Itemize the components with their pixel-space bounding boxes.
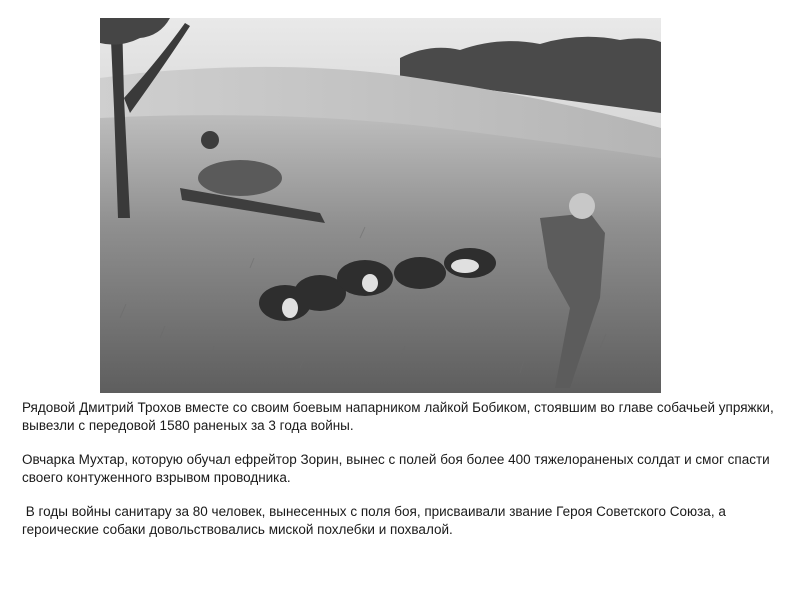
walking-soldier-head — [569, 193, 595, 219]
historical-photo — [100, 18, 661, 393]
soldier-on-sled-head — [201, 131, 219, 149]
soldier-on-sled-body — [198, 160, 282, 196]
photo-illustration — [100, 18, 661, 393]
paragraph-trokhov: Рядовой Дмитрий Трохов вместе со своим боевым напарником лайкой Бобиком, стоявшим во главе собачьей упряжки, вывезли с передовой 1580 раненых за 3 года войны. — [22, 400, 778, 433]
caption-text — [22, 399, 782, 555]
paragraph-mukhtar: Овчарка Мухтар, которую обучал ефрейтор Зорин, вынес с полей боя более 400 тяжелораненых солдат и смог спасти своего контуженного взрывом проводника. — [22, 452, 774, 485]
paragraph-medic-award: В годы войны санитару за 80 человек, вынесенных с поля боя, присваивали звание Героя Советского Союза, а героические собаки довольствовались миской похлебки и похвалой. — [22, 504, 730, 537]
